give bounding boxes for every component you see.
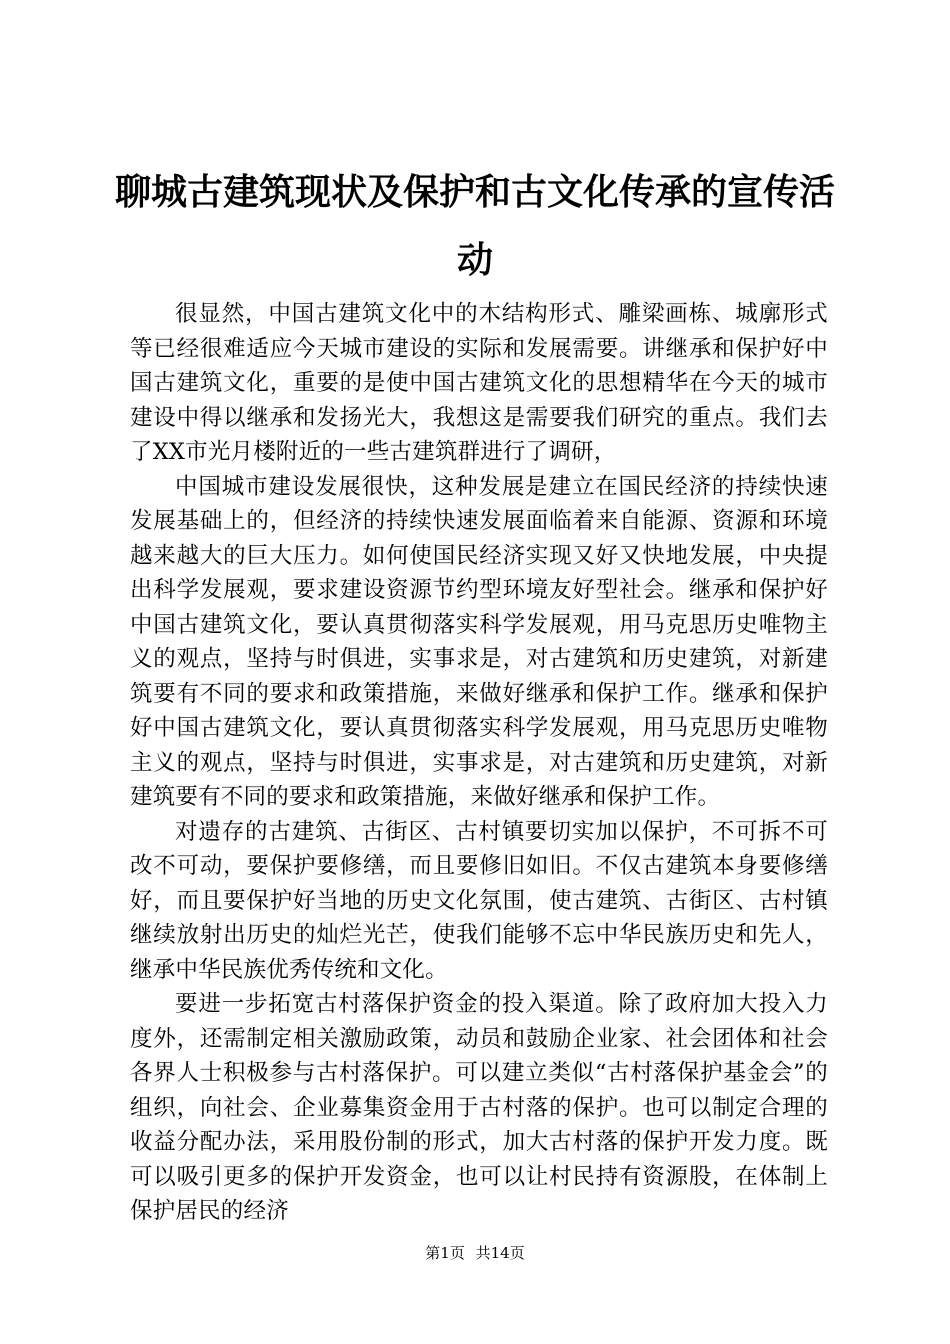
page-footer [0,1243,950,1263]
total-pages-label: 共14页 [475,1244,525,1262]
document-body [130,297,828,1227]
document-title: 聊城古建筑现状及保护和古文化传承的宣传活动 [114,171,835,281]
paragraph: 要进一步拓宽古村落保护资金的投入渠道。除了政府加大投入力度外，还需制定相关激励政策，动员和鼓励企业家、社会团体和社会各界人士积极参与古村落保护。可以建立类似“古村落保护基金会”的组织，向社会、企业募集资金用于古村落的保护。也可以制定合理的收益分配办法，采用股份制的形式，加大古村落的保护开发力度。既可以吸引更多的保护开发资金，也可以让村民持有资源股，在体制上保护居民的经济 [130,991,828,1224]
current-page-label: 第1页 [425,1244,465,1262]
paragraph: 很显然，中国古建筑文化中的木结构形式、雕梁画栋、城廓形式等已经很难适应今天城市建设的实际和发展需要。讲继承和保护好中国古建筑文化，重要的是使中国古建筑文化的思想精华在今天的城市建设中得以继承和发扬光大，我想这是需要我们研究的重点。我们去了XX市光月楼附近的一些古建筑群进行了调研， [130,301,828,465]
paragraph: 中国城市建设发展很快，这种发展是建立在国民经济的持续快速发展基础上的，但经济的持续快速发展面临着来自能源、资源和环境越来越大的巨大压力。如何使国民经济实现又好又快地发展，中央提出科学发展观，要求建设资源节约型环境友好型社会。继承和保护好中国古建筑文化，要认真贯彻落实科学发展观，用马克思历史唯物主义的观点，坚持与时俱进，实事求是，对古建筑和历史建筑，对新建筑要有不同的要求和政策措施，来做好继承和保护工作。继承和保护好中国古建筑文化，要认真贯彻落实科学发展观，用马克思历史唯物主义的观点，坚持与时俱进，实事求是，对古建筑和历史建筑，对新建筑要有不同的要求和政策措施，来做好继承和保护工作。 [130,473,828,810]
paragraph: 对遗存的古建筑、古街区、古村镇要切实加以保护，不可拆不可改不可动，要保护要修缮，而且要修旧如旧。不仅古建筑本身要修缮好，而且要保护好当地的历史文化氛围，使古建筑、古街区、古村镇继续放射出历史的灿烂光芒，使我们能够不忘中华民族历史和先人，继承中华民族优秀传统和文化。 [130,818,828,983]
